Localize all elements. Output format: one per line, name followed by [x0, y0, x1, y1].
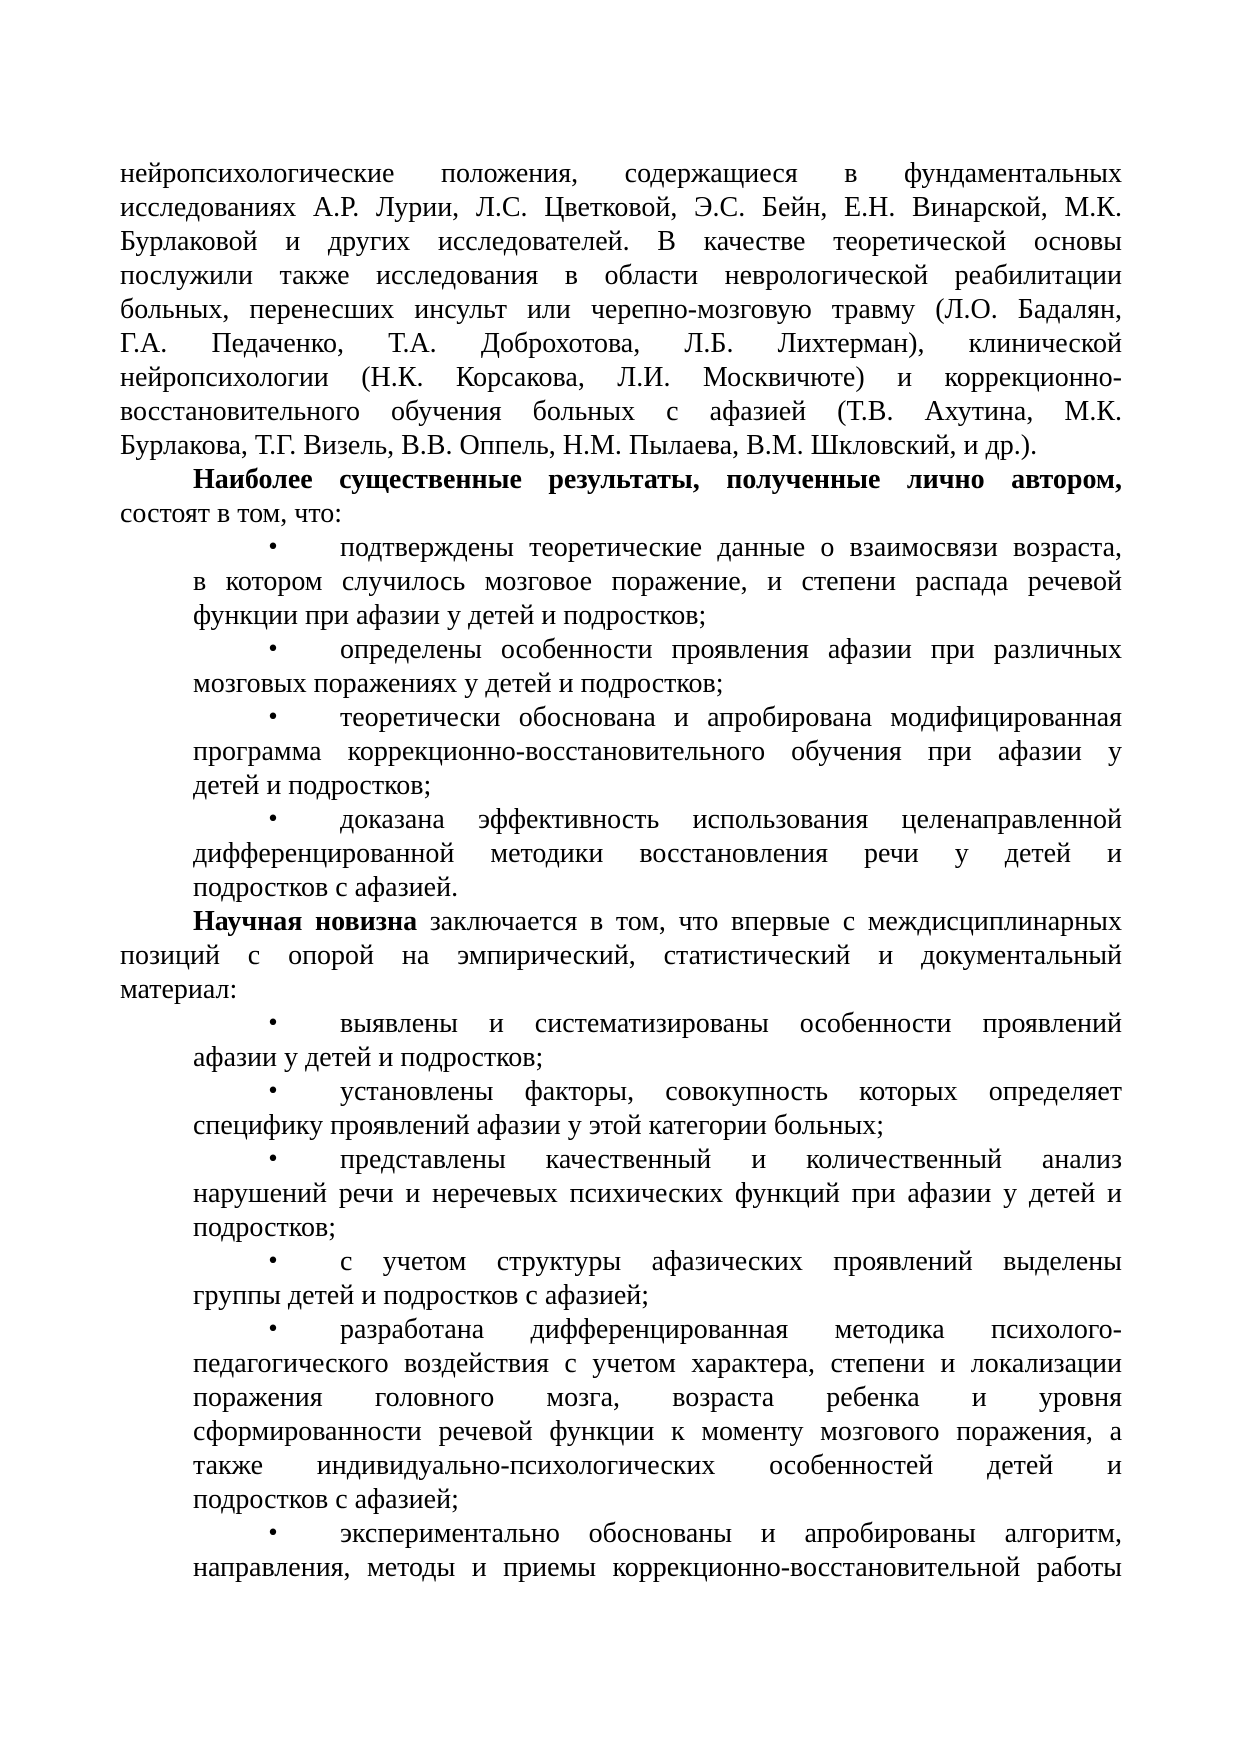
- text-line: с учетом структуры афазических проявлений выделены: [340, 1246, 1122, 1277]
- text-line: подтверждены теоретические данные о взаимосвязи возраста,: [340, 532, 1122, 563]
- bullet-icon: •: [266, 1011, 280, 1036]
- text-line: нейропсихологические положения, содержащиеся в фундаментальных: [120, 158, 1122, 189]
- bold-heading: Научная новизна: [193, 906, 418, 937]
- text-line: состоят в том, что:: [120, 498, 343, 529]
- text-line: разработана дифференцированная методика психолого-: [340, 1314, 1122, 1345]
- text-line: подростков;: [193, 1212, 336, 1243]
- text-line: педагогического воздействия с учетом характера, степени и локализации: [193, 1348, 1122, 1379]
- bullet-icon: •: [266, 705, 280, 730]
- text-line: теоретически обоснована и апробирована модифицированная: [340, 702, 1122, 733]
- text-line: материал:: [120, 974, 238, 1005]
- results-heading: [193, 463, 1122, 497]
- text-line: также индивидуально-психологических особенностей детей и: [193, 1450, 1122, 1481]
- text-line: направления, методы и приемы коррекционно-восстановительной работы: [193, 1552, 1122, 1583]
- text-line: нарушений речи и неречевых психических функций при афазии у детей и: [193, 1178, 1122, 1209]
- text-line: представлены качественный и количественный анализ: [340, 1144, 1122, 1175]
- text-line: установлены факторы, совокупность которых определяет: [340, 1076, 1122, 1107]
- text-line: Бурлакова, Т.Г. Визель, В.В. Оппель, Н.М. Пылаева, В.М. Шкловский, и др.).: [120, 430, 1038, 461]
- text-line: исследованиях А.Р. Лурии, Л.С. Цветковой, Э.С. Бейн, Е.Н. Винарской, М.К.: [120, 192, 1122, 223]
- text-line: подростков с афазией;: [193, 1484, 459, 1515]
- bullet-icon: •: [266, 535, 280, 560]
- bullet-icon: •: [266, 1521, 280, 1546]
- text-line: сформированности речевой функции к моменту мозгового поражения, а: [193, 1416, 1122, 1447]
- text-line: Бурлаковой и других исследователей. В качестве теоретической основы: [120, 226, 1122, 257]
- text-line: детей и подростков;: [193, 770, 432, 801]
- text-line: позиций с опорой на эмпирический, статистический и документальный: [120, 940, 1122, 971]
- bullet-icon: •: [266, 1317, 280, 1342]
- text-line: афазии у детей и подростков;: [193, 1042, 544, 1073]
- text-line: доказана эффективность использования целенаправленной: [340, 804, 1122, 835]
- text-line: Г.А. Педаченко, Т.А. Доброхотова, Л.Б. Лихтерман), клинической: [120, 328, 1122, 359]
- text-line: специфику проявлений афазии у этой категории больных;: [193, 1110, 885, 1141]
- text-line: группы детей и подростков с афазией;: [193, 1280, 650, 1311]
- bullet-icon: •: [266, 637, 280, 662]
- text-line: подростков с афазией.: [193, 872, 459, 903]
- text-line: функции при афазии у детей и подростков;: [193, 600, 707, 631]
- text-line: определены особенности проявления афазии при различных: [340, 634, 1122, 665]
- bullet-icon: •: [266, 1079, 280, 1104]
- text-line: восстановительного обучения больных с афазией (Т.В. Ахутина, М.К.: [120, 396, 1122, 427]
- novelty-heading: [193, 905, 1122, 939]
- text-line: дифференцированной методики восстановления речи у детей и: [193, 838, 1122, 869]
- bullet-icon: •: [266, 807, 280, 832]
- text-line: в котором случилось мозговое поражение, и степени распада речевой: [193, 566, 1122, 597]
- text-line: послужили также исследования в области неврологической реабилитации: [120, 260, 1122, 291]
- bullet-icon: •: [266, 1147, 280, 1172]
- text-line: больных, перенесших инсульт или черепно-мозговую травму (Л.О. Бадалян,: [120, 294, 1122, 325]
- text-line: программа коррекционно-восстановительного обучения при афазии у: [193, 736, 1122, 767]
- heading-text: заключается в том, что впервые с междисциплинарных: [429, 906, 1122, 937]
- text-line: выявлены и систематизированы особенности проявлений: [340, 1008, 1122, 1039]
- text-line: экспериментально обоснованы и апробированы алгоритм,: [340, 1518, 1122, 1549]
- text-line: мозговых поражениях у детей и подростков;: [193, 668, 724, 699]
- text-line: нейропсихологии (Н.К. Корсакова, Л.И. Москвичюте) и коррекционно-: [120, 362, 1122, 393]
- bold-heading: Наиболее существенные результаты, полученные лично автором,: [193, 464, 1122, 495]
- text-line: поражения головного мозга, возраста ребенка и уровня: [193, 1382, 1122, 1413]
- bullet-icon: •: [266, 1249, 280, 1274]
